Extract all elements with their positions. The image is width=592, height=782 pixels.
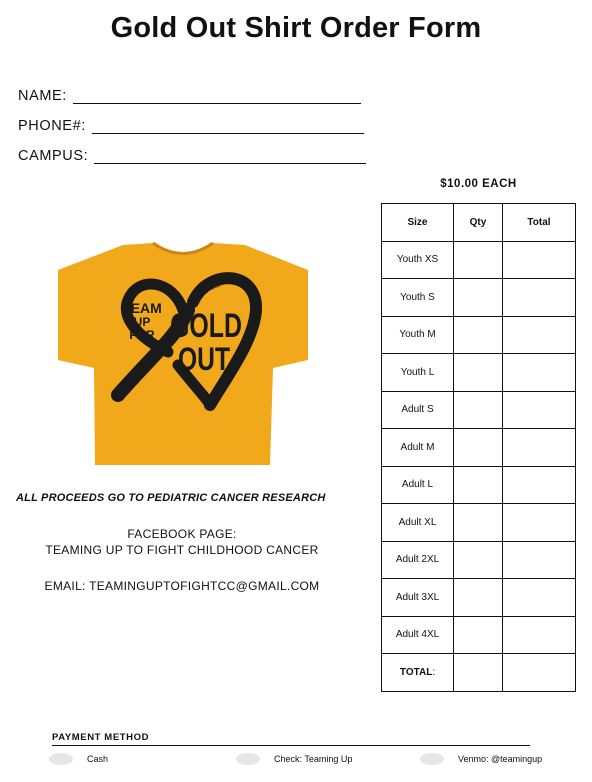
qty-cell[interactable] (454, 504, 503, 542)
qty-cell[interactable] (454, 279, 503, 317)
name-field (18, 88, 361, 104)
team-text: TEAM (122, 300, 162, 316)
table-row (382, 391, 576, 429)
venmo-radio[interactable] (420, 753, 444, 765)
check-label: Check: Teaming Up (274, 754, 353, 764)
facebook-name: TEAMING UP TO FIGHT CHILDHOOD CANCER (45, 543, 319, 557)
payment-option-cash[interactable] (49, 753, 108, 765)
page-title: Gold Out Shirt Order Form (110, 12, 482, 44)
total-cell[interactable] (503, 354, 576, 392)
total-colon: : (432, 666, 436, 678)
table-header-row (382, 204, 576, 242)
total-label: TOTAL (399, 666, 433, 678)
name-line[interactable] (73, 89, 361, 104)
size-cell: Adult 4XL (382, 616, 454, 654)
table-row (382, 354, 576, 392)
header-size: Size (382, 204, 454, 242)
total-cell[interactable] (503, 541, 576, 579)
campus-line[interactable] (94, 149, 366, 164)
facebook-label: FACEBOOK PAGE: (127, 527, 237, 541)
size-cell: Adult S (382, 391, 454, 429)
table-row (382, 466, 576, 504)
total-cell[interactable] (503, 429, 576, 467)
total-cell[interactable] (503, 504, 576, 542)
total-cell[interactable] (503, 466, 576, 504)
table-row (382, 316, 576, 354)
header-qty: Qty (454, 204, 503, 242)
price-label: $10.00 EACH (440, 178, 517, 190)
total-cell[interactable] (503, 616, 576, 654)
table-row (382, 541, 576, 579)
size-cell: Adult L (382, 466, 454, 504)
up-text: UP (133, 315, 151, 329)
total-cell[interactable] (503, 391, 576, 429)
grand-total-cell[interactable] (503, 654, 576, 692)
gold-text: GOLD (170, 307, 242, 345)
phone-field (18, 118, 364, 134)
table-row (382, 241, 576, 279)
payment-option-check[interactable] (236, 753, 352, 765)
total-cell[interactable] (503, 316, 576, 354)
payment-method-title: PAYMENT METHOD (52, 732, 150, 743)
size-cell: Adult XL (382, 504, 454, 542)
header-total: Total (503, 204, 576, 242)
size-cell: Adult 3XL (382, 579, 454, 617)
qty-cell[interactable] (454, 466, 503, 504)
phone-label: PHONE#: (18, 118, 86, 134)
cash-radio[interactable] (49, 753, 73, 765)
payment-option-venmo[interactable] (420, 753, 542, 765)
out-text: OUT (178, 341, 231, 377)
size-cell: Youth S (382, 279, 454, 317)
gold-out-shirt-image (58, 240, 308, 465)
size-cell: Youth L (382, 354, 454, 392)
qty-cell[interactable] (454, 541, 503, 579)
for-text: FOR (129, 328, 155, 342)
size-cell: Adult 2XL (382, 541, 454, 579)
cash-label: Cash (87, 754, 109, 764)
proceeds-note: ALL PROCEEDS GO TO PEDIATRIC CANCER RESEARCH (16, 492, 326, 504)
size-cell: Adult M (382, 429, 454, 467)
size-cell: Youth M (382, 316, 454, 354)
size-cell: Youth XS (382, 241, 454, 279)
qty-cell[interactable] (454, 616, 503, 654)
campus-label: CAMPUS: (18, 148, 89, 164)
phone-line[interactable] (92, 119, 364, 134)
arc-text: BECAUSE KIDS CAN'T FIGHT C (197, 279, 263, 307)
qty-cell[interactable] (454, 429, 503, 467)
total-cell[interactable] (503, 579, 576, 617)
table-row (382, 429, 576, 467)
name-label: NAME: (18, 88, 67, 104)
table-row (382, 579, 576, 617)
campus-field (18, 148, 366, 164)
email-text: EMAIL: TEAMINGUPTOFIGHTCC@GMAIL.COM (44, 579, 320, 593)
table-row (382, 504, 576, 542)
total-cell[interactable] (503, 279, 576, 317)
venmo-label: Venmo: @teamingup (458, 754, 543, 764)
table-row (382, 616, 576, 654)
total-label-cell (382, 654, 454, 692)
table-row (382, 279, 576, 317)
order-table (381, 203, 576, 692)
total-cell[interactable] (503, 241, 576, 279)
total-row (382, 654, 576, 692)
qty-cell[interactable] (454, 391, 503, 429)
qty-cell[interactable] (454, 241, 503, 279)
qty-cell[interactable] (454, 579, 503, 617)
total-qty-cell[interactable] (454, 654, 503, 692)
qty-cell[interactable] (454, 316, 503, 354)
payment-divider (52, 745, 530, 746)
check-radio[interactable] (236, 753, 260, 765)
qty-cell[interactable] (454, 354, 503, 392)
